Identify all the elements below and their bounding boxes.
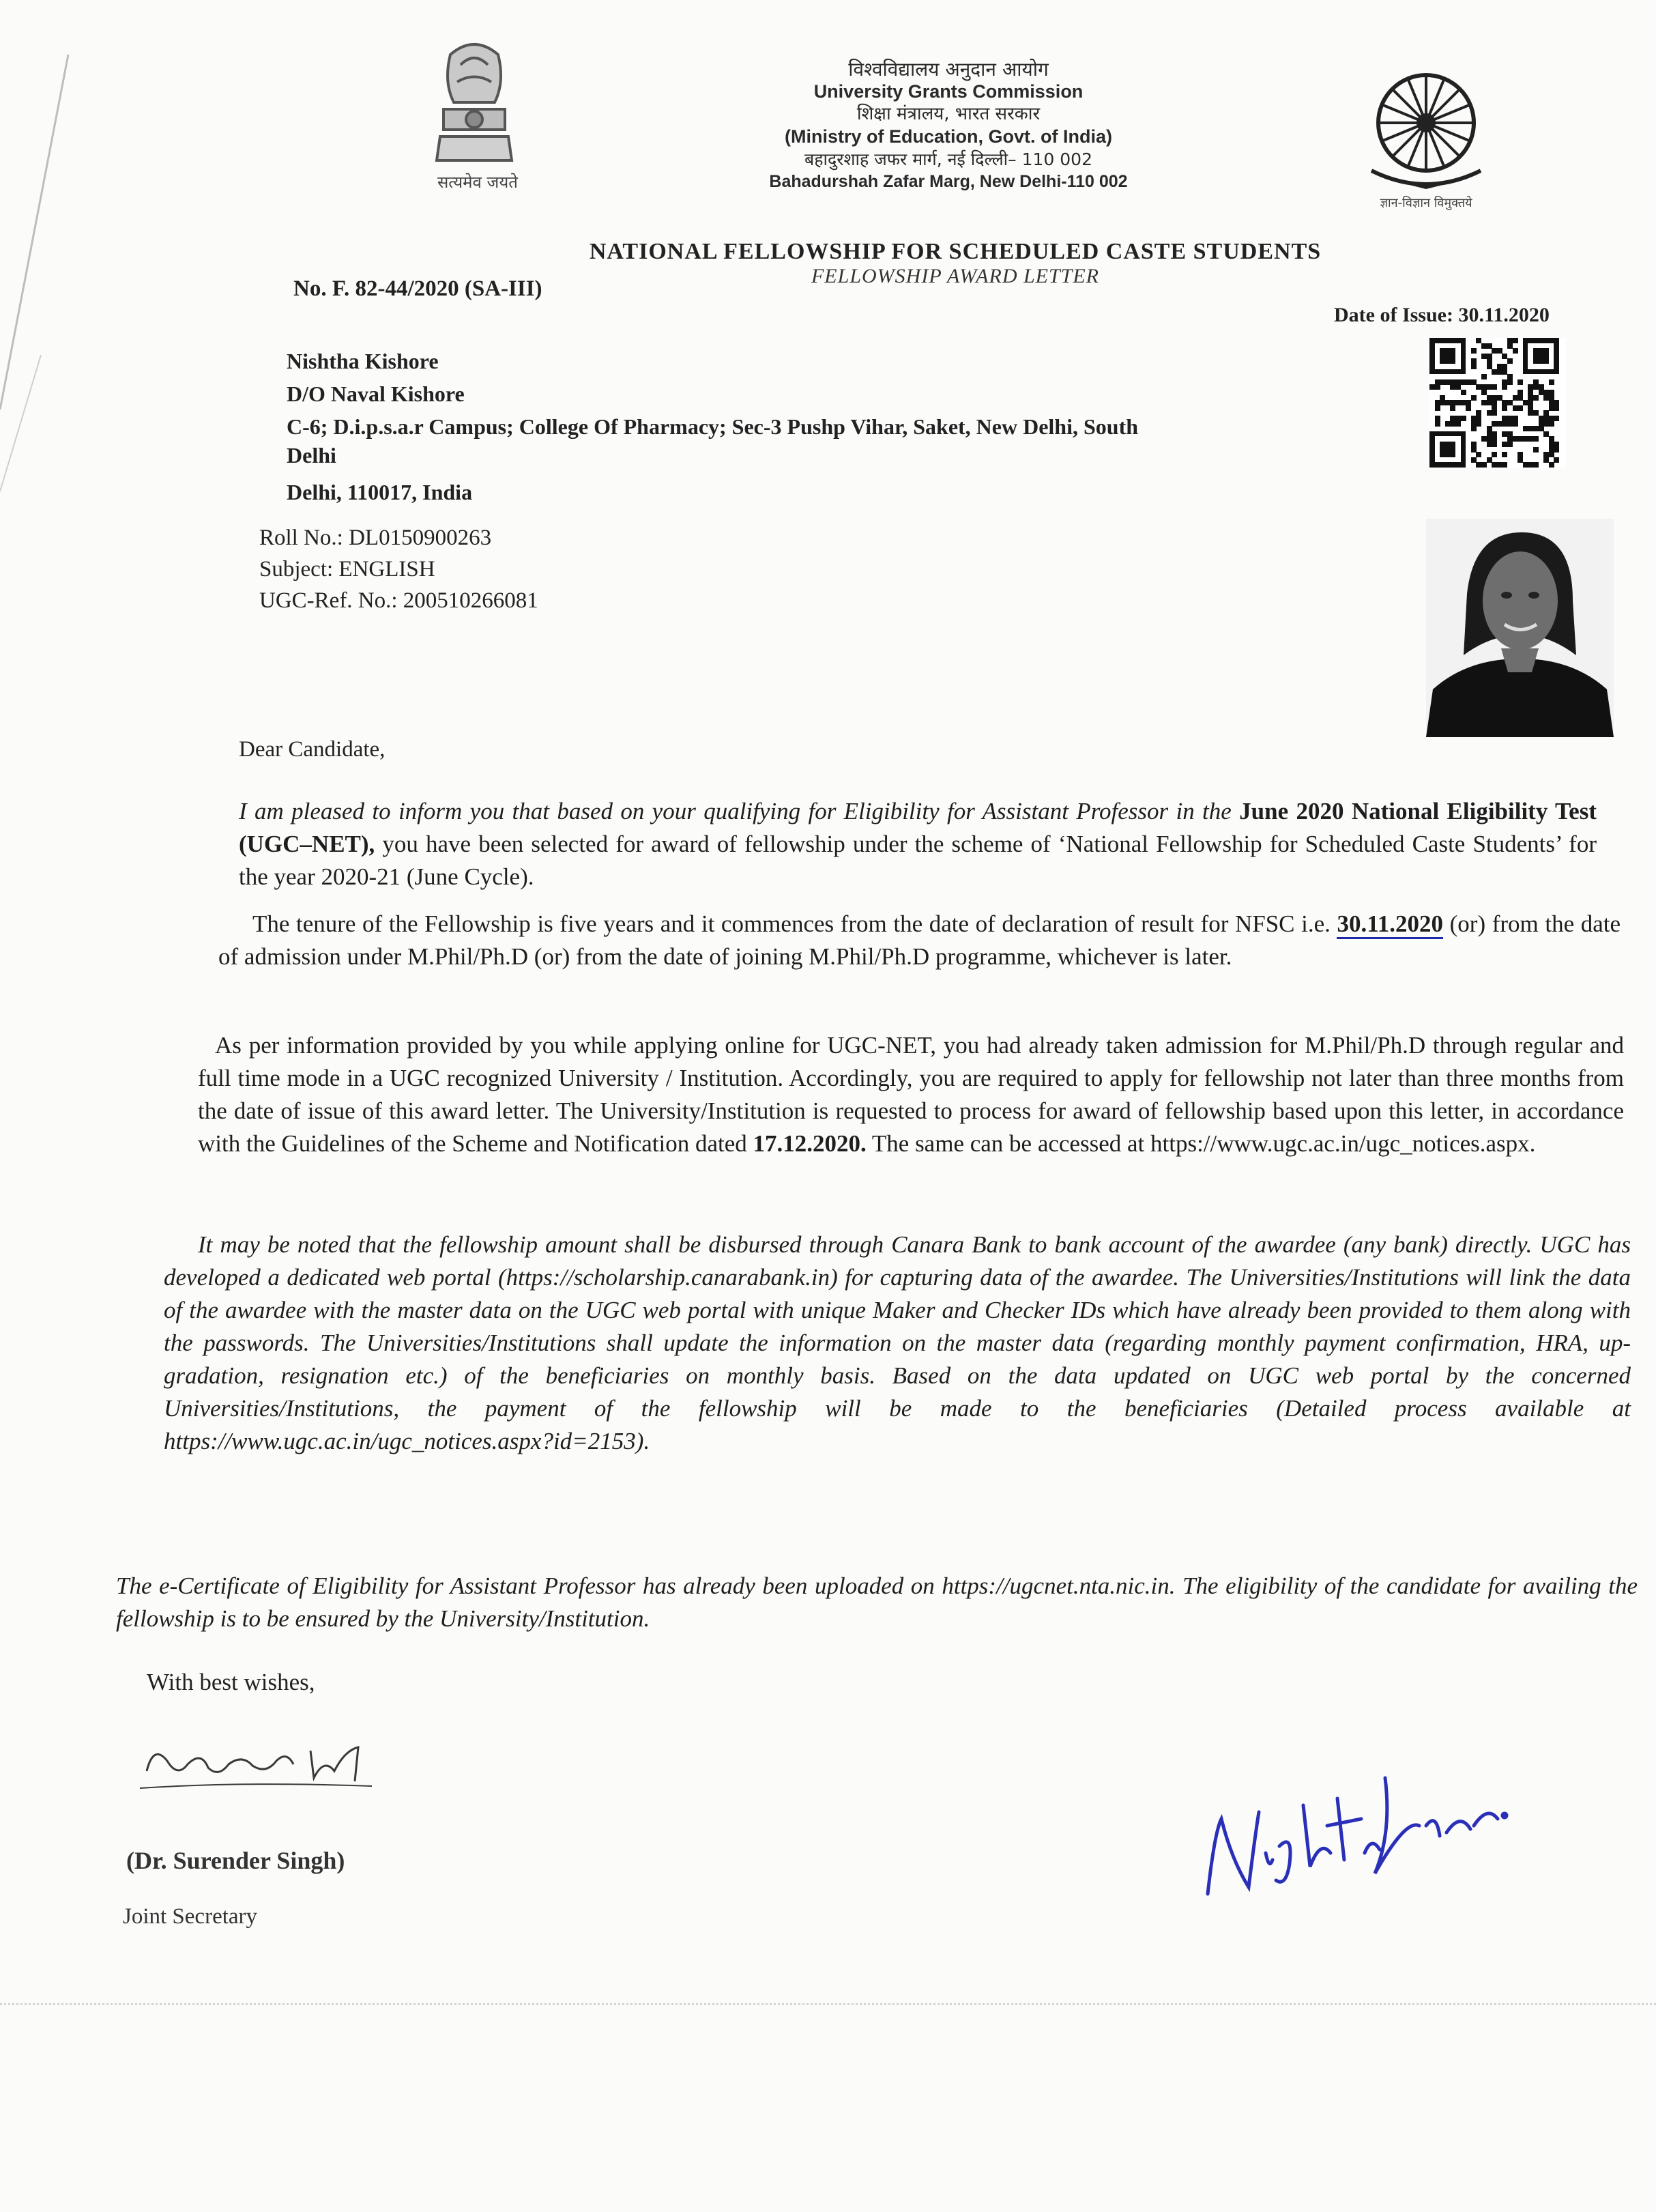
paragraph-3 — [198, 1029, 1624, 1160]
paragraph-1-text-a: I am pleased to inform you that based on your qualifying for Eligibility for Assistant Professor in the — [239, 798, 1240, 824]
qr-module — [1507, 442, 1513, 447]
address-hindi: बहादुरशाह जफर मार्ग, नई दिल्ली– 110 002 — [804, 149, 1092, 169]
qr-module — [1554, 416, 1559, 421]
qr-finder — [1533, 348, 1549, 364]
ugc-chakra-icon — [1358, 68, 1494, 191]
qr-module — [1435, 384, 1440, 390]
paragraph-1-exam: June 2020 National Eligibility Test (UGC–NET), — [239, 798, 1597, 857]
qr-module — [1517, 405, 1523, 411]
bottom-fold-line — [0, 2003, 1656, 2005]
candidate-signature-scribble — [1201, 1751, 1515, 1908]
paragraph-3-date: 17.12.2020. — [753, 1130, 867, 1157]
qr-module — [1507, 379, 1513, 385]
qr-module — [1533, 436, 1539, 442]
paragraph-5 — [116, 1570, 1638, 1635]
candidate-signature — [1201, 1751, 1515, 1908]
org-name-english: University Grants Commission — [813, 81, 1084, 102]
letter-subtitle: FELLOWSHIP AWARD LETTER — [811, 265, 1100, 287]
qr-module — [1513, 421, 1518, 427]
qr-module — [1476, 421, 1481, 427]
qr-module — [1471, 348, 1477, 354]
org-name-hindi: विश्वविद्यालय अनुदान आयोग — [848, 58, 1049, 81]
ugc-logo — [1358, 68, 1494, 218]
address-english: Bahadurshah Zafar Marg, New Delhi-110 002 — [769, 172, 1128, 191]
qr-module — [1513, 348, 1518, 354]
signatory-name: (Dr. Surender Singh) — [126, 1847, 345, 1874]
paragraph-4-text: It may be noted that the fellowship amount shall be disbursed through Canara Bank to bank account of the awardee (any bank) directly. UGC has developed a dedicated web portal (https://scholarship.canarabank.in) for capturing data of the awardee. The Universities/Institutions will link the data of the awardee with the master data on the UGC web portal with unique Maker and Checker IDs which have already been provided to them along with the passwords. The Universities/Institutions shall update the information on the master data (regarding monthly payment confirmation, HRA, up-gradation, resignation etc.) of the beneficiaries on monthly basis. Based on the data updated on UGC web portal by the concerned Universities/Institutions, the payment of the fellowship will be made to the beneficiaries (Detailed process available at https://www.ugc.ac.in/ugc_notices.aspx?id=2153). — [164, 1231, 1631, 1454]
national-emblem — [403, 34, 546, 198]
paragraph-3-text-c: The same can be accessed at https://www.ugc.ac.in/ugc_notices.aspx. — [866, 1130, 1536, 1157]
ugc-logo-motto: ज्ञान-विज्ञान विमुक्तये — [1380, 196, 1472, 210]
qr-module — [1461, 390, 1466, 395]
paragraph-2-text-a: The tenure of the Fellowship is five years and it commences from the date of declaration of result for NFSC i.e. — [252, 910, 1337, 937]
qr-module — [1481, 462, 1487, 468]
qr-module — [1471, 395, 1477, 401]
paragraph-2 — [218, 908, 1621, 973]
qr-module — [1455, 421, 1461, 427]
paragraph-5-text: The e-Certificate of Eligibility for Assistant Professor has already been uploaded on https://ugcnet.nta.nic.in. The eligibility of the candidate for availing the fellowship is to be ensured by the University/Institution. — [116, 1572, 1638, 1632]
qr-module — [1502, 452, 1507, 457]
qr-module — [1549, 379, 1554, 385]
ugc-reference-number: UGC-Ref. No.: 200510266081 — [259, 588, 538, 613]
national-emblem-icon — [403, 34, 546, 171]
roll-number: Roll No.: DL0150900263 — [259, 526, 492, 550]
paragraph-3-text-a: As per information provided by you while applying online for UGC-NET, you had already taken admission for M.Phil/Ph.D through regular and full time mode in a UGC recognized University / Institution. Accordingly, you are required to apply for fellowship not later than three months from the date of issue of this award letter. The University/Institution is requested to process for award of fellowship based upon this letter, in accordance with the Guidelines of the Scheme and Notification dated — [198, 1032, 1624, 1157]
qr-module — [1533, 395, 1539, 401]
qr-module — [1549, 421, 1554, 427]
letter-title: NATIONAL FELLOWSHIP FOR SCHEDULED CASTE STUDENTS — [589, 239, 1322, 264]
recipient-address-line1: C-6; D.i.p.s.a.r Campus; College Of Pharmacy; Sec-3 Pushp Vihar, Saket, New Delhi, South — [287, 414, 1139, 439]
qr-module — [1461, 416, 1466, 421]
qr-module — [1435, 421, 1440, 427]
qr-module — [1435, 405, 1440, 411]
qr-module — [1533, 462, 1539, 468]
page-edge-artifact — [0, 0, 82, 546]
signatory-title: Joint Secretary — [123, 1904, 258, 1929]
qr-module — [1502, 462, 1507, 468]
qr-module — [1492, 410, 1497, 416]
qr-code — [1429, 338, 1566, 468]
qr-module — [1513, 338, 1518, 343]
header-block — [710, 58, 1187, 193]
candidate-photo — [1426, 519, 1614, 737]
qr-module — [1517, 379, 1523, 385]
qr-module — [1450, 405, 1455, 411]
paragraph-2-text-c: (or) from the date of admission under M.Phil/Ph.D (or) from the date of joining M.Phil/Ph.D programme, whichever is later. — [218, 910, 1621, 970]
paragraph-1 — [239, 795, 1597, 893]
ministry-english: (Ministry of Education, Govt. of India) — [785, 126, 1112, 147]
qr-module — [1554, 447, 1559, 453]
qr-module — [1554, 405, 1559, 411]
qr-module — [1533, 447, 1539, 453]
candidate-portrait-icon — [1426, 519, 1614, 737]
paragraph-4 — [164, 1229, 1631, 1458]
qr-module — [1471, 364, 1477, 369]
qr-module — [1502, 405, 1507, 411]
emblem-motto: सत्यमेव जयते — [437, 173, 518, 192]
recipient-block — [287, 345, 1378, 508]
salutation: Dear Candidate, — [239, 737, 386, 762]
date-of-issue: Date of Issue: 30.11.2020 — [1334, 304, 1550, 326]
paragraph-2-date: 30.11.2020 — [1337, 910, 1443, 939]
subject: Subject: ENGLISH — [259, 557, 435, 581]
qr-module — [1471, 426, 1477, 431]
recipient-address-line2: Delhi — [287, 443, 336, 468]
ministry-hindi: शिक्षा मंत्रालय, भारत सरकार — [856, 104, 1041, 124]
closing-wishes: With best wishes, — [147, 1669, 315, 1695]
qr-module — [1507, 358, 1513, 364]
qr-module — [1466, 405, 1471, 411]
qr-code-icon — [1429, 338, 1566, 468]
qr-module — [1481, 374, 1487, 379]
file-number: No. F. 82-44/2020 (SA-III) — [293, 276, 542, 301]
qr-module — [1476, 452, 1481, 457]
recipient-parent: D/O Naval Kishore — [287, 382, 465, 406]
signatory-signature-scribble — [140, 1723, 413, 1798]
qr-module — [1492, 384, 1497, 390]
qr-finder — [1440, 348, 1455, 364]
qr-module — [1554, 457, 1559, 463]
recipient-address-line3: Delhi, 110017, India — [287, 480, 473, 504]
qr-module — [1549, 462, 1554, 468]
qr-module — [1502, 384, 1507, 390]
recipient-name: Nishtha Kishore — [287, 349, 439, 373]
qr-module — [1492, 452, 1497, 457]
candidate-details — [259, 522, 538, 616]
qr-module — [1492, 442, 1497, 447]
qr-finder — [1440, 442, 1455, 457]
signatory-signature — [140, 1723, 413, 1798]
paragraph-1-text-c: you have been selected for award of fellowship under the scheme of ‘National Fellowship for Scheduled Caste Students’ for the year 2020-21 (June Cycle). — [239, 831, 1597, 890]
